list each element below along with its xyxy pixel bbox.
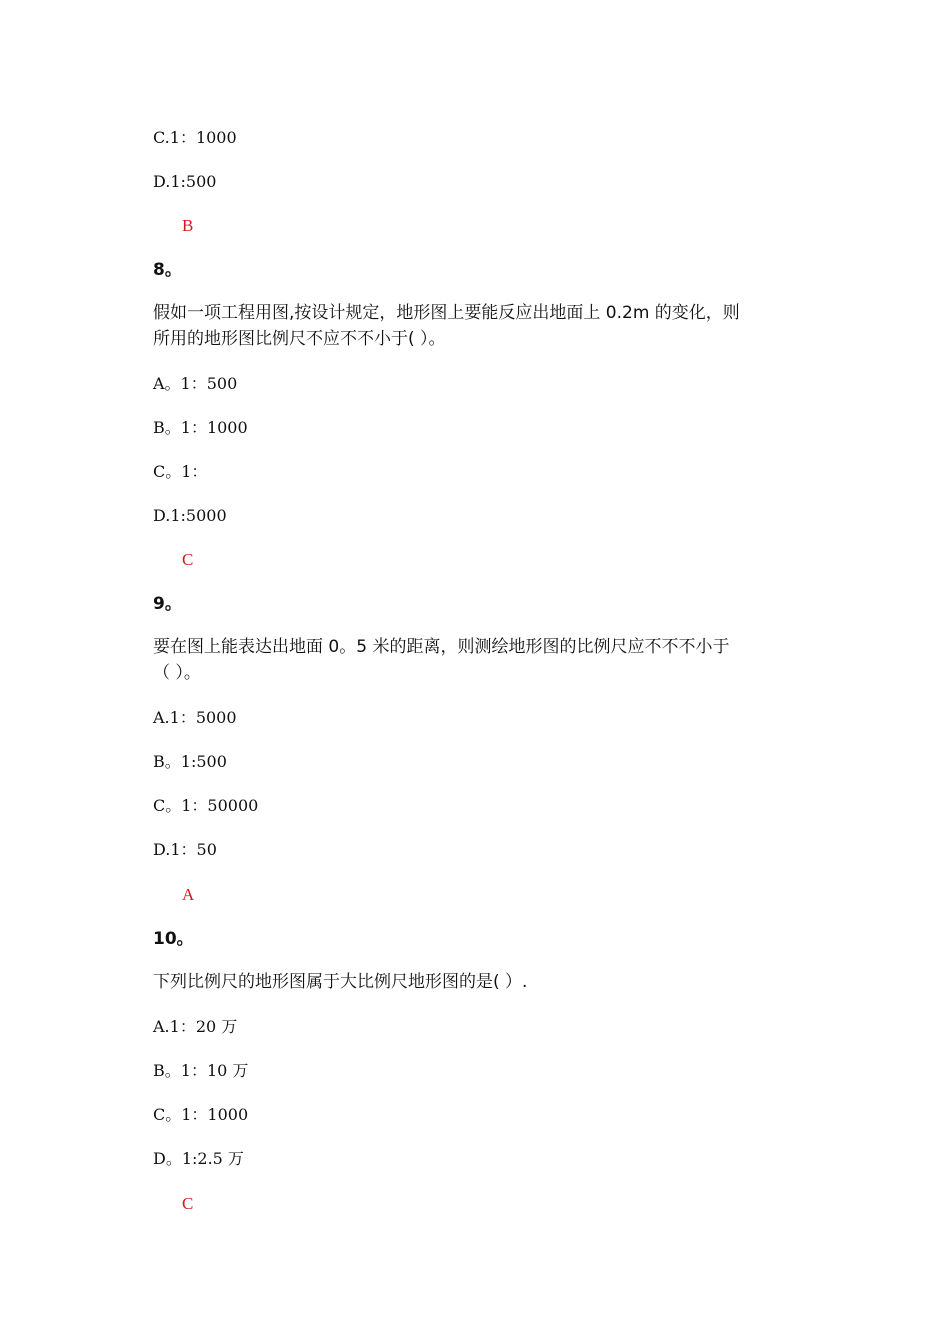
option-b: B。1:500 [153, 752, 227, 771]
option-d: D.1：50 [153, 840, 217, 859]
option-a: A。1：500 [153, 374, 238, 393]
option-a: A.1：5000 [153, 708, 237, 727]
option-a: A.1：20 万 [153, 1017, 238, 1036]
question-number: 9。 [153, 594, 182, 614]
question-stem-line: 假如一项工程用图,按设计规定，地形图上要能反应出地面上 0.2m 的变化，则 [153, 303, 740, 323]
option-c: C。1： [153, 462, 208, 481]
question-number: 8。 [153, 260, 182, 280]
option-c: C。1：50000 [153, 796, 259, 815]
option-b: B。1：10 万 [153, 1061, 249, 1080]
question-number: 10。 [153, 929, 194, 949]
question-stem-line: 要在图上能表达出地面 0。5 米的距离，则测绘地形图的比例尺应不不不小于 [153, 637, 730, 657]
option-d: D.1:500 [153, 172, 217, 191]
option-c: C.1：1000 [153, 128, 237, 147]
answer: A [182, 885, 195, 904]
option-c: C。1：1000 [153, 1105, 249, 1124]
answer: B [182, 216, 194, 235]
question-stem-line: （ ）。 [153, 663, 201, 683]
option-d: D.1:5000 [153, 506, 227, 525]
question-stem-line: 下列比例尺的地形图属于大比例尺地形图的是( ）. [153, 972, 528, 992]
answer: C [182, 1194, 194, 1213]
answer: C [182, 550, 194, 569]
question-stem-line: 所用的地形图比例尺不应不不小于( ）。 [153, 329, 446, 349]
option-b: B。1：1000 [153, 418, 248, 437]
option-d: D。1:2.5 万 [153, 1149, 244, 1168]
